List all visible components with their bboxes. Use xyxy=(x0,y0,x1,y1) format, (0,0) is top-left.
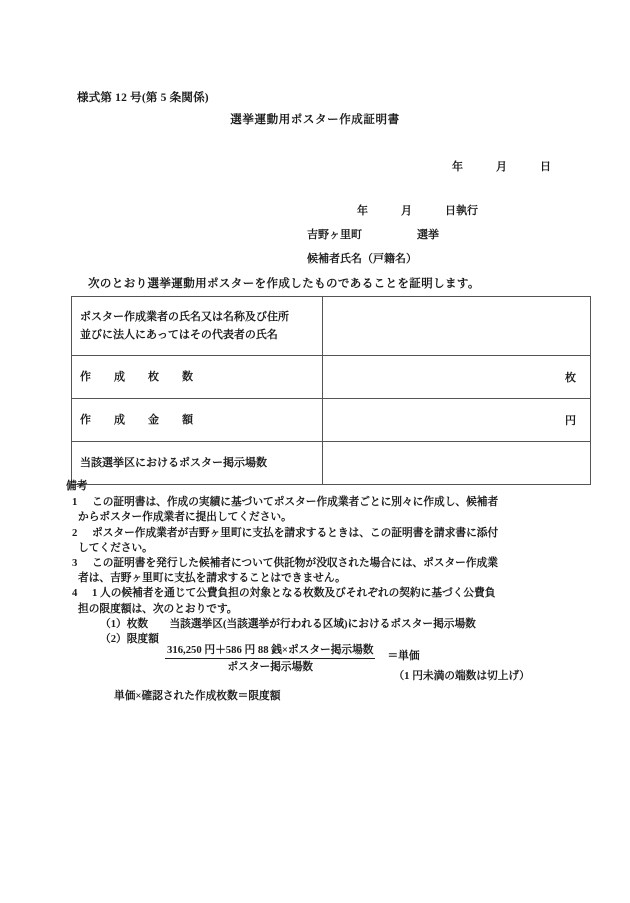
table-row xyxy=(72,297,591,356)
candidate-name-text: 候補者氏名（戸籍名） xyxy=(307,253,417,265)
note-text-2-line-2: してください。 xyxy=(78,541,153,554)
formula-fraction xyxy=(165,643,375,675)
producer-label-line-2: 並びに法人にあってはその代表者の氏名 xyxy=(80,329,278,341)
note-text-1-line-2: からポスター作成業者に提出してください。 xyxy=(78,511,292,524)
note-subitem-limit: （2）限度額 xyxy=(100,632,159,645)
row-label-producer xyxy=(72,297,323,356)
issue-date-text: 年 月 日 xyxy=(452,161,551,173)
limit-formula-block xyxy=(66,643,586,703)
note-number-3: 3 xyxy=(72,556,78,569)
formula-denominator: ポスター掲示場数 xyxy=(227,661,313,674)
producer-label-line-1: ポスター作成業者の氏名又は名称及び住所 xyxy=(80,310,289,323)
formula-equals-unit-price: ＝単価 xyxy=(387,650,420,662)
formula-rounding-note: （1 円未満の端数は切上げ） xyxy=(393,670,530,683)
execution-date-text: 年 月 日執行 xyxy=(357,205,478,217)
row-value-amount[interactable]: 円 xyxy=(323,399,591,442)
note-item-4 xyxy=(66,586,566,616)
note-number-1: 1 xyxy=(72,496,78,509)
form-number: 様式第 12 号(第 5 条関係) xyxy=(77,92,209,104)
formula-fraction-row xyxy=(66,643,586,687)
note-text-3-line-2: 者は、吉野ヶ里町に支払を請求することはできません。 xyxy=(78,572,346,585)
formula-result-group xyxy=(387,643,529,687)
note-item-3 xyxy=(66,556,566,586)
note-text-2-line-1: ポスター作成業者が吉野ヶ里町に支払を請求するときは、この証明書を請求書に添付 xyxy=(92,526,499,539)
issue-date-line xyxy=(0,158,630,174)
formula-numerator: 316,250 円＋586 円 88 銭×ポスター掲示場数 xyxy=(165,643,375,659)
row-label-quantity: 作 成 枚 数 xyxy=(72,356,323,399)
note-text-1-line-1: この証明書は、作成の実績に基づいてポスター作成業者ごとに別々に作成し、候補者 xyxy=(92,496,499,509)
election-name-text: 吉野ヶ里町 選挙 xyxy=(307,229,439,241)
note-subitem-quantity: （1）枚数 当該選挙区(当該選挙が行われる区域)におけるポスター掲示場数 xyxy=(100,617,476,630)
note-number-4: 4 xyxy=(72,587,78,600)
note-item-2 xyxy=(66,526,566,556)
note-text-3-line-1: この証明書を発行した候補者について供託物が没収された場合には、ポスター作成業 xyxy=(92,556,498,569)
row-value-quantity[interactable]: 枚 xyxy=(323,356,591,399)
row-label-poster-sites: 当該選挙区におけるポスター掲示場数 xyxy=(72,442,323,485)
row-label-amount: 作 成 金 額 xyxy=(72,399,323,442)
document-title: 選挙運動用ポスター作成証明書 xyxy=(230,114,400,126)
note-number-2: 2 xyxy=(72,526,78,539)
note-item-1 xyxy=(66,495,566,525)
note-text-4-line-1: 1 人の候補者を通じて公費負担の対象となる枚数及びそれぞれの契約に基づく公費負 xyxy=(92,587,496,600)
table-row xyxy=(72,356,591,399)
poster-certification-table xyxy=(71,296,591,485)
notes-section xyxy=(66,479,566,647)
table-row xyxy=(72,399,591,442)
notes-heading: 備考 xyxy=(66,480,88,492)
row-value-producer[interactable] xyxy=(323,297,591,356)
election-name-line xyxy=(0,226,630,242)
formula-final-line: 単価×確認された作成枚数＝限度額 xyxy=(114,689,281,702)
note-text-4-line-2: 担の限度額は、次のとおりです。 xyxy=(78,602,238,615)
certification-statement: 次のとおり選挙運動用ポスターを作成したものであることを証明します。 xyxy=(88,278,480,290)
execution-date-line xyxy=(0,202,630,218)
candidate-name-line xyxy=(0,250,630,266)
